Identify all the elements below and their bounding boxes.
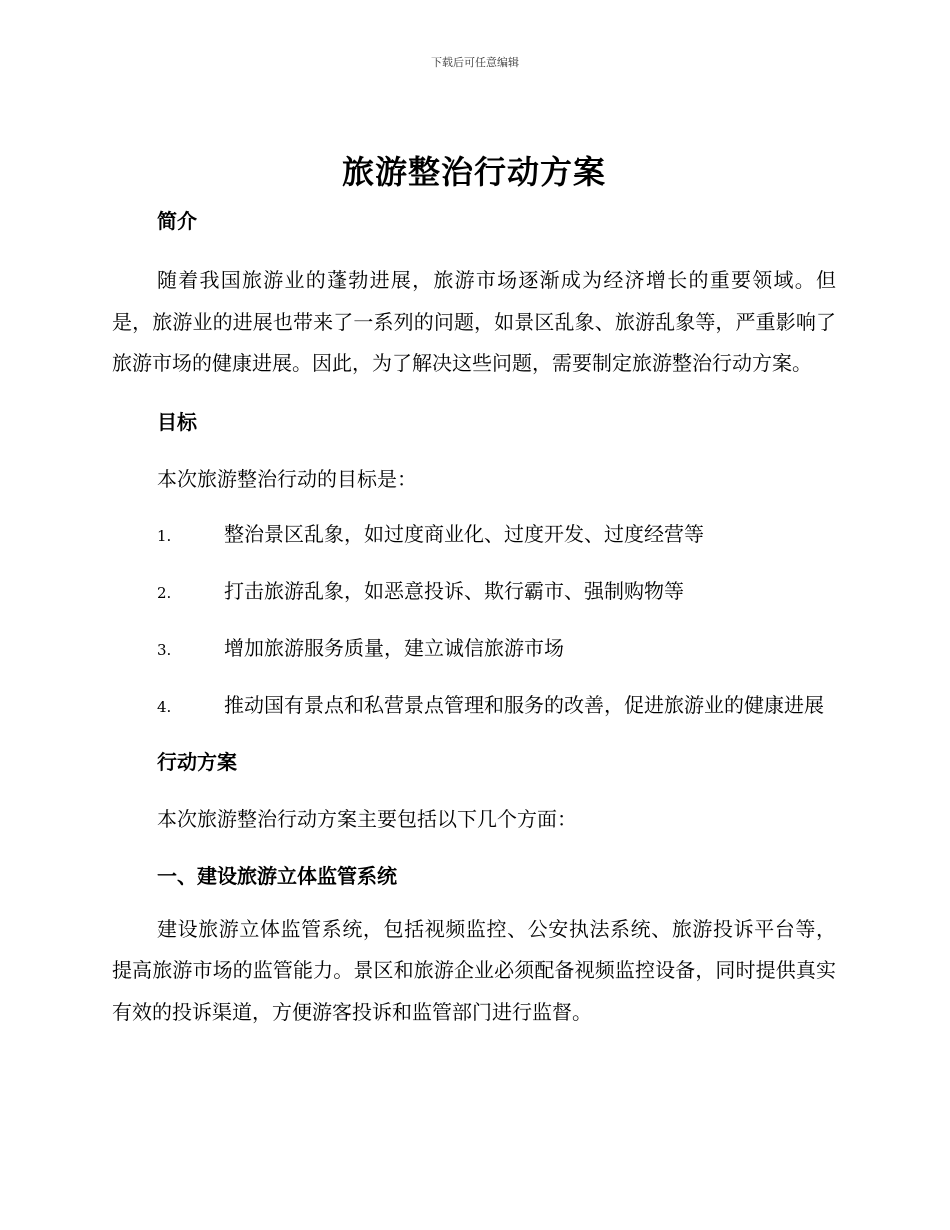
intro-paragraph: 随着我国旅游业的蓬勃进展，旅游市场逐渐成为经济增长的重要领域。但是，旅游业的进展也带来了一系列的问题，如景区乱象、旅游乱象等，严重影响了旅游市场的健康进展。因此，为了解决这些问题，需要制定旅游整治行动方案。 (112, 268, 836, 375)
section-heading-goals: 目标 (157, 409, 197, 434)
plan-lead: 本次旅游整治行动方案主要包括以下几个方面： (157, 807, 577, 831)
header-note: 下载后可任意编辑 (431, 56, 519, 69)
list-item-text: 打击旅游乱象，如恶意投诉、欺行霸市、强制购物等 (224, 579, 684, 603)
list-item-number: 3. (157, 641, 172, 659)
plan-paragraph: 建设旅游立体监管系统，包括视频监控、公安执法系统、旅游投诉平台等，提高旅游市场的监管能力。景区和旅游企业必须配备视频监控设备，同时提供真实有效的投诉渠道，方便游客投诉和监管部门进行监督。 (112, 916, 836, 1024)
section-heading-plan: 行动方案 (157, 750, 237, 774)
list-item-text: 整治景区乱象，如过度商业化、过度开发、过度经营等 (224, 522, 704, 546)
goals-list (112, 513, 836, 729)
list-item (112, 627, 836, 672)
list-item (112, 513, 836, 558)
list-item (112, 570, 836, 615)
list-item-number: 2. (157, 584, 172, 602)
section-heading-intro: 简介 (157, 209, 197, 233)
goals-lead: 本次旅游整治行动的目标是： (157, 466, 417, 491)
list-item-text: 推动国有景点和私营景点管理和服务的改善，促进旅游业的健康进展 (224, 693, 824, 717)
document-body (112, 148, 836, 1033)
list-item-text: 增加旅游服务质量，建立诚信旅游市场 (224, 636, 564, 660)
plan-subheading: 一、建设旅游立体监管系统 (157, 863, 397, 888)
list-item-number: 4. (157, 698, 172, 716)
list-item-number: 1. (157, 527, 172, 545)
document-title: 旅游整治行动方案 (341, 153, 606, 191)
list-item (112, 684, 836, 729)
